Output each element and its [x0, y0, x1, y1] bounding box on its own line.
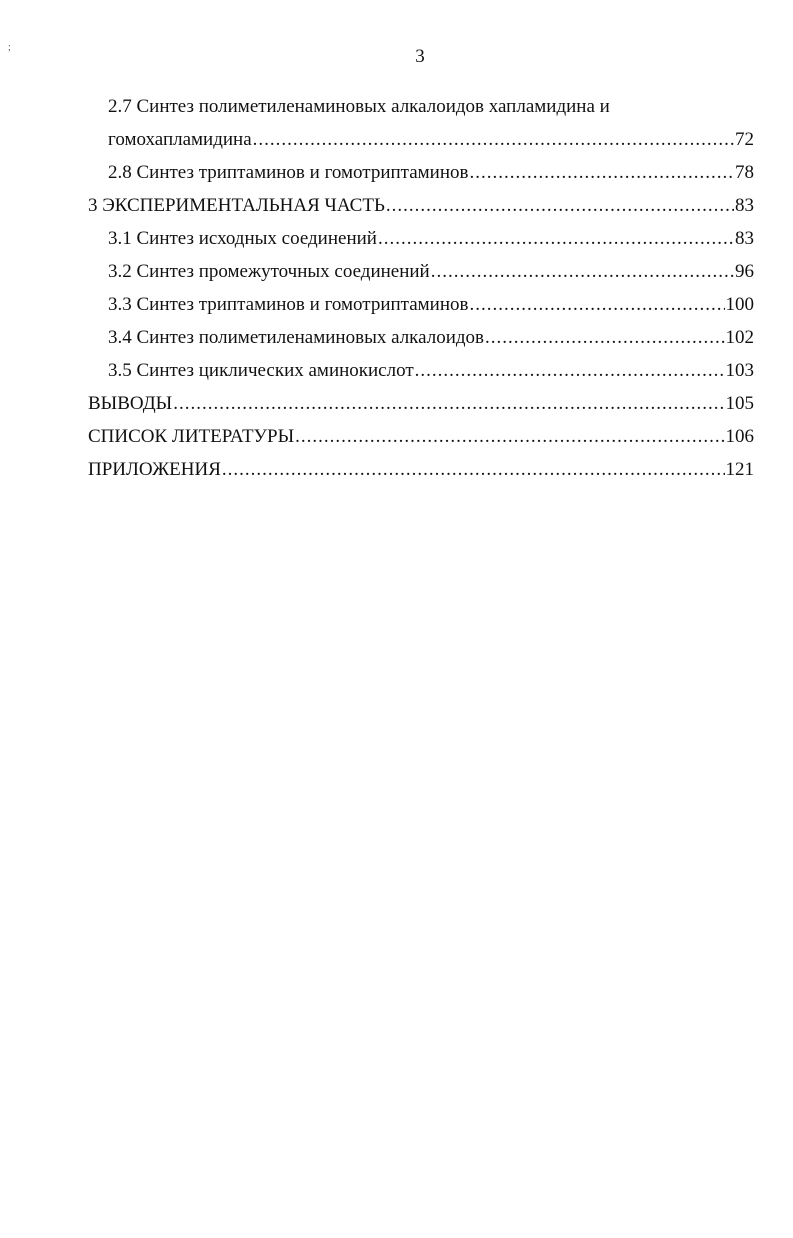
toc-entry-page: 121: [725, 459, 754, 480]
toc-entry-title: СПИСОК ЛИТЕРАТУРЫ: [88, 426, 295, 447]
toc-entry-page: 72: [735, 129, 754, 150]
toc-entry-3-2: [88, 255, 754, 288]
toc-entry-3-3: [88, 288, 754, 321]
toc-dot-leader: [469, 288, 724, 321]
toc-entry-2-7-line2: [88, 123, 754, 156]
table-of-contents: [88, 90, 754, 486]
toc-dot-leader: [386, 189, 734, 222]
toc-dot-leader: [485, 321, 724, 354]
toc-dot-leader: [173, 387, 724, 420]
toc-entry-title: 3.1 Синтез исходных соединений: [108, 228, 377, 249]
toc-entry-2-7-line1: [88, 90, 754, 123]
toc-entry-title: 3.5 Синтез циклических аминокислот: [108, 360, 414, 381]
toc-dot-leader: [431, 255, 734, 288]
toc-entry-title: ПРИЛОЖЕНИЯ: [88, 459, 221, 480]
toc-entry-conclusions: [88, 387, 754, 420]
toc-entry-title: 3 ЭКСПЕРИМЕНТАЛЬНАЯ ЧАСТЬ: [88, 195, 385, 216]
toc-entry-3-5: [88, 354, 754, 387]
toc-entry-page: 102: [725, 327, 754, 348]
toc-entry-page: 106: [725, 426, 754, 447]
toc-entry-title: 3.3 Синтез триптаминов и гомотриптаминов: [108, 294, 469, 315]
toc-dot-leader: [253, 123, 734, 156]
toc-entry-page: 105: [725, 393, 754, 414]
toc-entry-title: 3.4 Синтез полиметиленаминовых алкалоидов: [108, 327, 485, 348]
toc-entry-title: 2.8 Синтез триптаминов и гомотриптаминов: [108, 162, 469, 183]
toc-entry-page: 100: [725, 294, 754, 315]
toc-entry-title: 2.7 Синтез полиметиленаминовых алкалоидов хапламидина и: [108, 96, 610, 117]
toc-entry-title: ВЫВОДЫ: [88, 393, 173, 414]
toc-entry-2-8: [88, 156, 754, 189]
toc-dot-leader: [222, 453, 725, 486]
toc-entry-3-1: [88, 222, 754, 255]
toc-entry-3-4: [88, 321, 754, 354]
toc-entry-page: 83: [735, 228, 754, 249]
toc-entry-references: [88, 420, 754, 453]
page-number: 3: [415, 46, 425, 67]
toc-entry-page: 78: [735, 162, 754, 183]
toc-dot-leader: [469, 156, 734, 189]
toc-entry-page: 83: [735, 195, 754, 216]
toc-entry-page: 103: [725, 360, 754, 381]
scan-speck: ;: [8, 42, 11, 53]
toc-dot-leader: [295, 420, 724, 453]
toc-entry-appendices: [88, 453, 754, 486]
toc-entry-title: 3.2 Синтез промежуточных соединений: [108, 261, 430, 282]
toc-entry-page: 96: [735, 261, 754, 282]
toc-dot-leader: [415, 354, 725, 387]
toc-entry-section-3: [88, 189, 754, 222]
toc-entry-title: гомохапламидина: [108, 129, 252, 150]
toc-dot-leader: [378, 222, 734, 255]
